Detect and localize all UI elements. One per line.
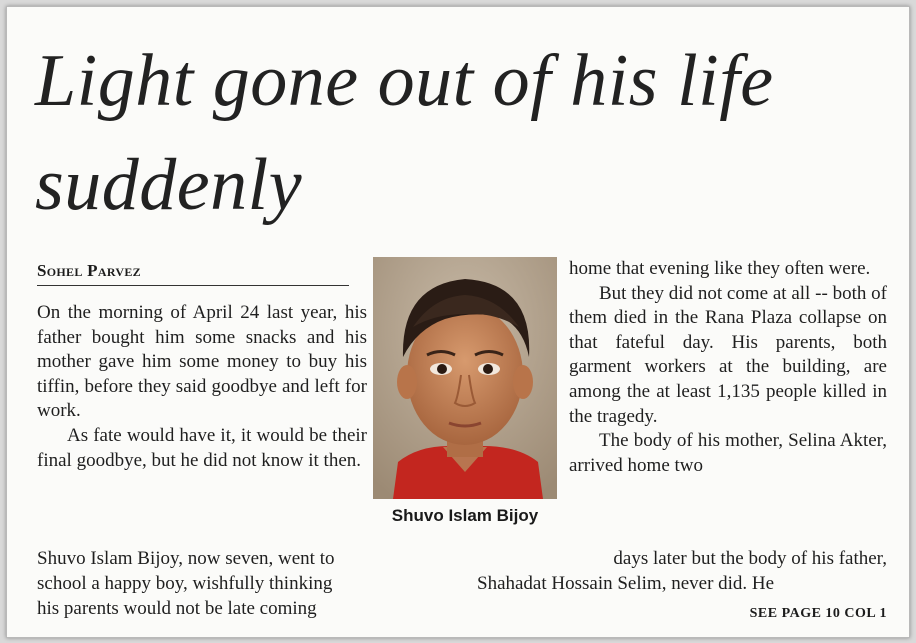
text-line-bottom-left-3: his parents would not be late coming	[37, 598, 317, 619]
byline: Sohel Parvez	[37, 261, 141, 280]
headline: Light gone out of his life suddenly	[35, 40, 774, 226]
text-line-bottom-left-1: Shuvo Islam Bijoy, now seven, went to	[37, 548, 335, 569]
portrait-photo	[373, 257, 557, 499]
paragraph-3: home that evening like they often were.	[569, 258, 871, 279]
paragraph-1: On the morning of April 24 last year, his father bought him some snacks and his mother gave him some money to buy his tiffin, before they said goodbye and left for work.	[37, 302, 367, 422]
paragraph-2: As fate would have it, it would be their final goodbye, but he did not know it then.	[37, 424, 367, 471]
paragraph-5: The body of his mother, Selina Akter, arrived home two	[569, 430, 887, 476]
text-line-bottom-right-1: days later but the body of his father,	[613, 548, 887, 569]
newspaper-clipping	[6, 6, 910, 638]
article-column-1	[37, 301, 367, 473]
byline-rule	[37, 285, 349, 286]
photo-caption: Shuvo Islam Bijoy	[391, 506, 539, 525]
boy-portrait-image	[373, 257, 557, 499]
text-line-bottom-right-2: Shahadat Hossain Selim, never did. He	[477, 573, 775, 594]
text-line-bottom-left-2: school a happy boy, wishfully thinking	[37, 573, 333, 594]
continued-jump-line: SEE PAGE 10 COL 1	[749, 606, 887, 621]
article-column-3	[569, 257, 887, 478]
paragraph-4: But they did not come at all -- both of them died in the Rana Plaza collapse on that fateful day. His parents, both garment workers at the building, are among the at least 1,135 people killed in the tragedy.	[569, 282, 887, 427]
